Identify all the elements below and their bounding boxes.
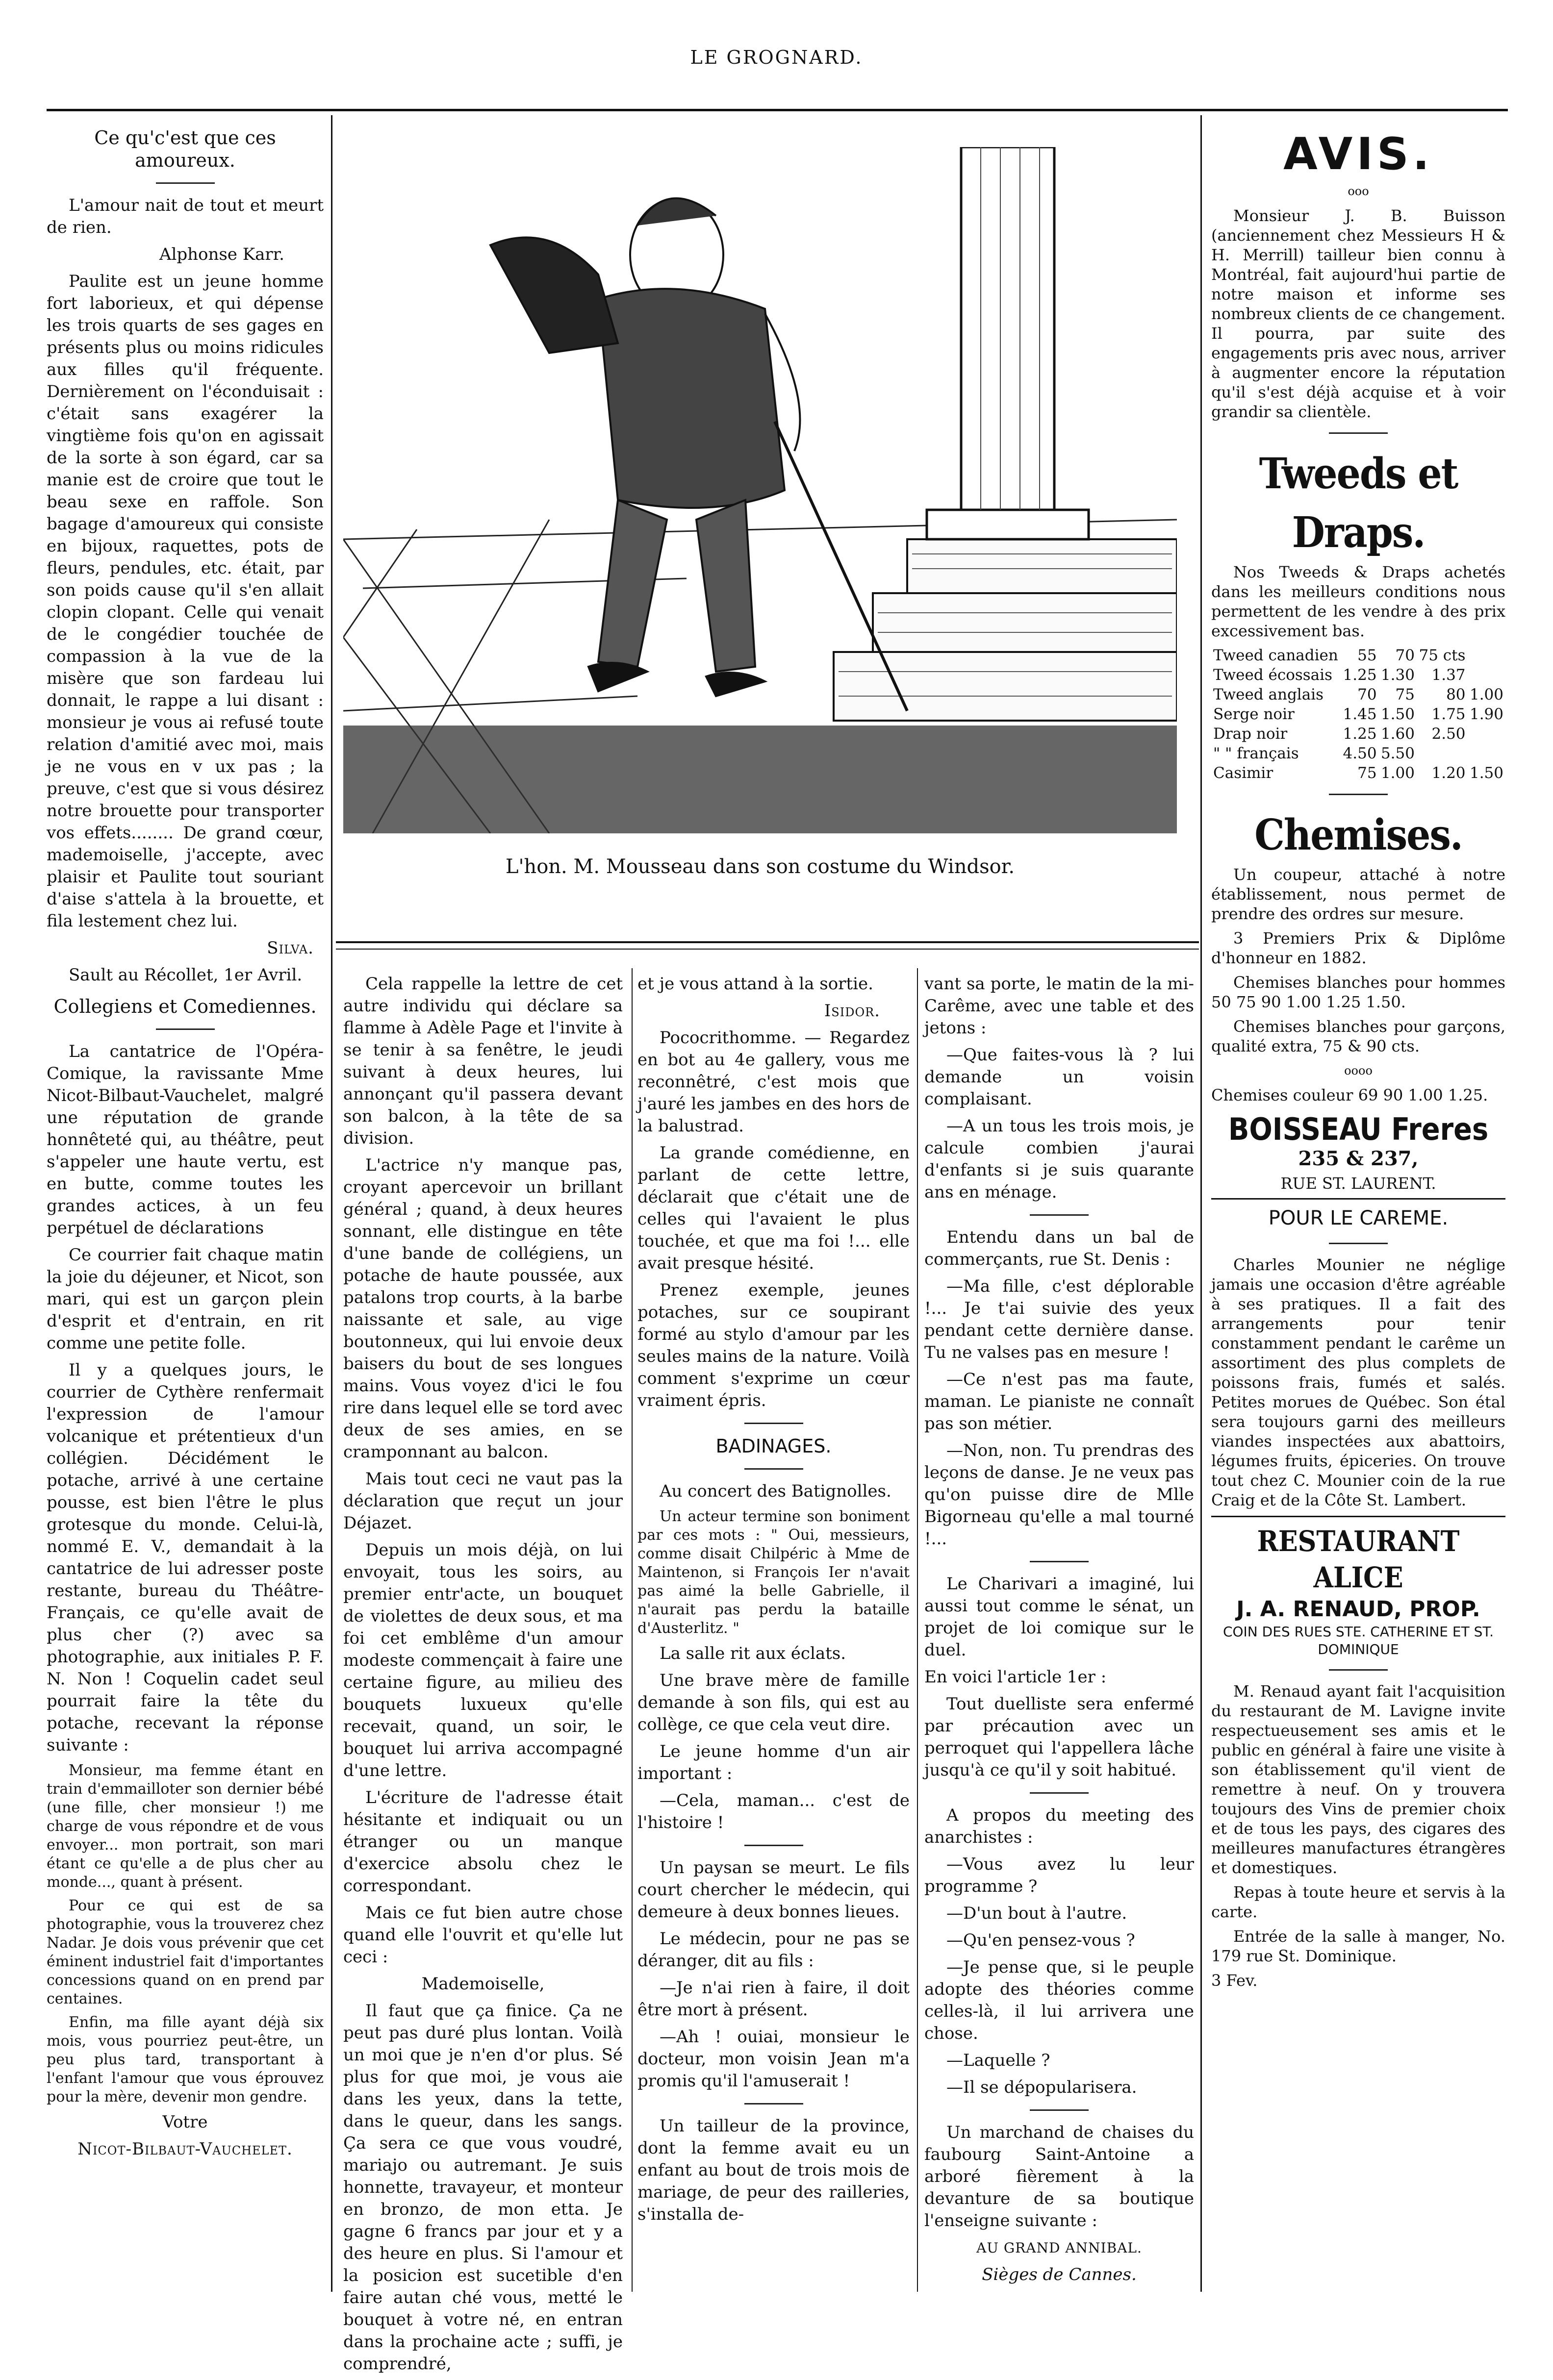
restaurant-date: 3 Fev. bbox=[1211, 1971, 1258, 1990]
price-value: 1.30 bbox=[1380, 666, 1415, 684]
chemises-text: Chemises blanches pour garçons, qualité extra, 75 & 90 cts. bbox=[1211, 1017, 1505, 1055]
paragraph: Prenez exemple, jeunes potaches, sur ce soupirant formé au stylo d'amour par les seules mains de la nature. Voilà comment s'exprime un cœur vraiment épris. bbox=[637, 1280, 910, 1410]
paragraph: —Laquelle ? bbox=[946, 2051, 1050, 2070]
price-item: Serge noir bbox=[1213, 705, 1295, 723]
paragraph: —Qu'en pensez-vous ? bbox=[946, 1930, 1135, 1950]
paragraph: vant sa porte, le matin de la mi-Carême, avec une table et des jetons : bbox=[924, 974, 1194, 1038]
paragraph: —Ma fille, c'est déplorable !... Je t'ai suivie des yeux pendant cette dernière danse. Tu ne valses pas en mesure ! bbox=[924, 1277, 1194, 1362]
price-row bbox=[1211, 685, 1505, 704]
price-value: 1.50 bbox=[1380, 705, 1415, 723]
chemises-text: Chemises couleur 69 90 1.00 1.25. bbox=[1211, 1086, 1488, 1104]
price-item: " " français bbox=[1213, 745, 1299, 762]
chemises-text: Chemises blanches pour hommes 50 75 90 1.00 1.25 1.50. bbox=[1211, 973, 1505, 1011]
signature: Silva. bbox=[267, 938, 314, 958]
paragraph: Ce courrier fait chaque matin la joie du déjeuner, et Nicot, son mari, qui est un garçon plein d'esprit et d'entrain, en rit comme une petite folle. bbox=[47, 1245, 324, 1353]
price-item: Casimir bbox=[1213, 764, 1273, 782]
price-value: 70 bbox=[1357, 686, 1377, 703]
price-value: 55 bbox=[1357, 647, 1377, 664]
paragraph: —Que faites-vous là ? lui demande un voisin complaisant. bbox=[924, 1045, 1194, 1109]
article-title: Ce qu'c'est que ces amoureux. bbox=[94, 127, 276, 171]
separator bbox=[744, 2103, 803, 2104]
paragraph: —D'un bout à l'autre. bbox=[946, 1904, 1127, 1923]
closing-signature: Nicot-Bilbaut-Vauchelet. bbox=[77, 2139, 293, 2159]
illustration-caption: L'hon. M. Mousseau dans son costume du Windsor. bbox=[505, 855, 1015, 878]
paragraph: —Vous avez lu leur programme ? bbox=[924, 1854, 1194, 1896]
paragraph: Mais tout ceci ne vaut pas la déclaration que reçut un jour Déjazet. bbox=[343, 1469, 623, 1533]
price-value: 1.37 bbox=[1431, 666, 1466, 684]
price-value: 1.50 bbox=[1469, 764, 1503, 782]
divider bbox=[1211, 1516, 1505, 1517]
separator bbox=[156, 1028, 215, 1030]
column-rule-3 bbox=[917, 968, 918, 2292]
price-value: 70 bbox=[1395, 647, 1415, 664]
separator bbox=[1329, 794, 1388, 795]
price-value: 2.50 bbox=[1431, 725, 1466, 743]
paragraph: Au concert des Batignolles. bbox=[660, 1481, 891, 1501]
paragraph: Un acteur termine son boniment par ces mots : " Oui, messieurs, comme disait Chilpéric à Mme de Maintenon, si François Ier n'avait pas aimé la belle Gabrielle, il n'aurait pas perdu la bataille d'Austerlitz. " bbox=[637, 1508, 910, 1637]
price-row bbox=[1211, 646, 1505, 665]
price-item: Tweed canadien bbox=[1213, 647, 1338, 664]
restaurant-title: RESTAURANT ALICE bbox=[1257, 1525, 1460, 1594]
epigraph-author: Alphonse Karr. bbox=[159, 245, 284, 264]
avis-separator: ooo bbox=[1348, 184, 1369, 198]
paragraph: Un marchand de chaises du faubourg Saint-Antoine a arboré fièrement à la devanture de sa boutique l'enseigne suivante : bbox=[924, 2123, 1194, 2230]
letter-signature: Isidor. bbox=[824, 1001, 880, 1021]
divider bbox=[1211, 1198, 1505, 1200]
masthead: LE GROGNARD. bbox=[690, 47, 863, 68]
section-heading: BADINAGES. bbox=[715, 1435, 832, 1457]
price-value: 80 bbox=[1446, 686, 1466, 703]
separator bbox=[1329, 1243, 1388, 1244]
separator bbox=[156, 182, 215, 184]
column-rule-ads bbox=[1200, 115, 1202, 2292]
letter-paragraph: Enfin, ma fille ayant déjà six mois, vous pourriez peut-être, un peu plus tard, transportant à l'enfant l'amour que vous éprouvez pour la mère, devenir mon gendre. bbox=[47, 2014, 324, 2105]
cartoon-drawing bbox=[343, 147, 1177, 833]
restaurant-text: M. Renaud ayant fait l'acquisition du restaurant de M. Lavigne invite respectueusement ses amis et le public en général à faire une visite à son établissement qu'il vient de remettre à neuf. On y trouvera toujours des Vins de premier choix et de tous les pays, des cigares des meilleures manufactures étrangères et domestiques. bbox=[1211, 1682, 1505, 1877]
price-value: 1.60 bbox=[1380, 725, 1415, 743]
top-rule bbox=[47, 109, 1508, 111]
boisseau-address: RUE ST. LAURENT. bbox=[1280, 1174, 1436, 1193]
price-value: 75 bbox=[1357, 764, 1377, 782]
illustration-bottom-rule bbox=[336, 941, 1199, 943]
paragraph: —Cela, maman... c'est de l'histoire ! bbox=[637, 1791, 910, 1832]
letter-end: et je vous attand à la sortie. bbox=[637, 974, 873, 994]
column-3 bbox=[637, 973, 910, 2230]
letter-paragraph: Pour ce qui est de sa photographie, vous la trouverez chez Nadar. Je dois vous prévenir que cet éminent industriel fait d'importantes concessions quand on en prend par centaines. bbox=[47, 1897, 324, 2007]
epigraph: L'amour nait de tout et meurt de rien. bbox=[47, 196, 324, 237]
tweeds-text: Nos Tweeds & Draps achetés dans les meilleurs conditions nous permettent de les vendre à des prix excessivement bas. bbox=[1211, 563, 1505, 640]
price-value: 1.90 bbox=[1469, 705, 1503, 723]
paragraph: —Ce n'est pas ma faute, maman. Le pianiste ne connaît pas son métier. bbox=[924, 1370, 1194, 1433]
separator bbox=[744, 1423, 803, 1424]
chemises-text: Un coupeur, attaché à notre établissement, nous permet de prendre des ordres sur mesure. bbox=[1211, 865, 1505, 923]
restaurant-proprietor: J. A. RENAUD, PROP. bbox=[1236, 1597, 1480, 1622]
closing: Votre bbox=[162, 2112, 208, 2132]
price-value: 1.75 bbox=[1431, 705, 1466, 723]
price-value: 1.45 bbox=[1343, 705, 1377, 723]
price-value: 5.50 bbox=[1380, 745, 1415, 762]
paragraph: —Ah ! ouiai, monsieur le docteur, mon voisin Jean m'a promis qu'il l'amuserait ! bbox=[637, 2027, 910, 2091]
paragraph: —Je n'ai rien à faire, il doit être mort à présent. bbox=[637, 1978, 910, 2020]
restaurant-corner: COIN DES RUES STE. CATHERINE ET ST. DOMINIQUE bbox=[1222, 1624, 1494, 1657]
paragraph: Il y a quelques jours, le courrier de Cythère renfermait l'expression de l'amour volcanique et prétentieux d'un collégien. Décidément le potache, arrivé à une certaine pousse, est bien l'être le plus grotesque du monde. Celui-là, nommé E. V., demandait à la cantatrice de lui adresser poste restante, bureau du Théâtre-Français, ce qu'elle avait de plus cher (?) avec sa photographie, aux initiales P. F. N. Non ! Coquelin cadet seul pourrait faire la tête du potache, recevant la réponse suivante : bbox=[47, 1360, 324, 1755]
restaurant-meals: Repas à toute heure et servis à la carte. bbox=[1211, 1883, 1505, 1921]
paragraph: A propos du meeting des anarchistes : bbox=[924, 1805, 1194, 1847]
paragraph: Depuis un mois déjà, on lui envoyait, tous les soirs, au premier entr'acte, un bouquet de violettes de deux sous, et ma foi cet emblême d'un amour modeste commençait à faire une certaine figure, au milieu des bouquets luxueux qu'elle recevait, quand, un soir, le bouquet lui arriva accompagné d'une lettre. bbox=[343, 1540, 623, 1780]
story-text: Paulite est un jeune homme fort laborieux, et qui dépense les trois quarts de ses gages en présents plus ou moins ridicules aux filles qu'il fréquente. Dernièrement on l'éconduisait : c'était sans exagérer la vingtième fois qu'on en agissait de la sorte à son égard, car sa manie est de croire que tout le beau sexe en raffole. Son bagage d'amoureux qui consiste en bijoux, raquettes, pots de fleurs, pendules, etc. était, par son poids cause qu'il s'en allait clopin clopant. Celle qui venait de le congédier touchée de compassion à la vue de la misère que son fardeau lui donnait, le rappe a lui disant : monsieur je vous ai refusé toute relation d'amitié avec moi, mais je ne vous en v ux pas ; la preuve, c'est que si vous désirez notre brouette pour transporter vos effets........ De grand cœur, mademoiselle, j'accepte, avec plaisir et Paulite tout souriant d'aise s'attela à la brouette, et fila lestement chez lui. bbox=[47, 272, 324, 931]
letter-text: Il faut que ça finice. Ça ne peut pas duré plus lontan. Voilà un moi que je n'en d'or plus. Sé plus for que moi, je vous aie dans les yeux, dans la tette, dans le queur, dans les sangs. Ça sera ce que vous voudré, mariajo ou autremant. Je suis honnette, travayeur, et monteur en bronzo, de mon etta. Je gagne 6 francs par jour et y a des heure en plus. Si l'amour et la posicion est sucetible d'en faire autan ché vous, metté le bouquet à votre né, en entran dans la prochaine acte ; suffi, je comprendré, bbox=[343, 2001, 623, 2374]
letter-paragraph: Monsieur, ma femme étant en train d'emmailloter son dernier bébé (une fille, cher monsieur !) me charge de vous répondre et de vous envoyer... mon portrait, son mari étant ce qu'elle a de plus cher au monde..., quant à présent. bbox=[47, 1762, 324, 1891]
price-item: Tweed anglais bbox=[1213, 686, 1324, 703]
avis-text: Monsieur J. B. Buisson (anciennement chez Messieurs H & H. Merrill) tailleur bien connu à Montréal, fait aujourd'hui partie de notre maison et informe ses nombreux clients de ce changement. Il pourra, par suite des engagements pris avec nous, arriver à augmenter encore la réputation qu'il s'est déjà acquise et à voir grandir sa clientèle. bbox=[1211, 206, 1505, 421]
chemises-separator: oooo bbox=[1344, 1064, 1373, 1077]
price-row bbox=[1211, 744, 1505, 763]
paragraph: Entendu dans un bal de commerçants, rue St. Denis : bbox=[924, 1228, 1194, 1269]
paragraph: La cantatrice de l'Opéra-Comique, la ravissante Mme Nicot-Bilbaut-Vauchelet, malgré une réputation de grande honnêteté qui, au théâtre, peut s'appeler une haute vertu, est en butte, comme toutes les grandes actices, à un feu perpétuel de déclarations bbox=[47, 1042, 324, 1238]
paragraph: En voici l'article 1er : bbox=[924, 1667, 1107, 1687]
price-value: 1.25 bbox=[1343, 725, 1377, 743]
price-row bbox=[1211, 704, 1505, 724]
illustration bbox=[343, 147, 1177, 833]
article-title-2: Collegiens et Comediennes. bbox=[53, 996, 317, 1017]
paragraph: —Il se dépopularisera. bbox=[946, 2078, 1137, 2097]
paragraph: Un paysan se meurt. Le fils court chercher le médecin, qui demeure à deux bonnes lieues. bbox=[637, 1858, 910, 1922]
paragraph: La grande comédienne, en parlant de cette lettre, déclarait que c'était une de celles qui l'avaient le plus touchée, et que ma foi !... elle avait presque hésité. bbox=[637, 1143, 910, 1273]
price-value: 1.00 bbox=[1380, 764, 1415, 782]
column-2 bbox=[343, 973, 623, 2380]
paragraph: Une brave mère de famille demande à son fils, qui est au collège, ce que cela veut dire. bbox=[637, 1671, 910, 1734]
price-row bbox=[1211, 665, 1505, 685]
boisseau-number: 235 & 237, bbox=[1298, 1147, 1419, 1170]
avis-title: AVIS. bbox=[1283, 128, 1433, 180]
chemises-text: 3 Premiers Prix & Diplôme d'honneur en 1882. bbox=[1211, 929, 1505, 967]
paragraph: Le médecin, pour ne pas se déranger, dit au fils : bbox=[637, 1929, 910, 1971]
paragraph: L'actrice n'y manque pas, croyant apercevoir un brillant général ; quand, à deux heures sonnant, elle distingue en tête d'une bande de collégiens, un potache de haute poussée, aux patalons trop courts, à la barbe naissante et sale, au vige boutonneux, qui lui envoie deux baisers du bout de ses longues mains. Vous voyez d'ici le fou rire dans lequel elle se tord avec deux de ses amies, en se cramponnant au balcon. bbox=[343, 1155, 623, 1462]
price-item: Tweed écossais bbox=[1213, 666, 1332, 684]
paragraph: Tout duelliste sera enfermé par précaution avec un perroquet qui l'appellera lâche jusqu'à ce qu'il y soit habitué. bbox=[924, 1694, 1194, 1780]
paragraph: Mais ce fut bien autre chose quand elle l'ouvrit et qu'elle lut ceci : bbox=[343, 1903, 623, 1967]
paragraph: Le jeune homme d'un air important : bbox=[637, 1742, 910, 1783]
price-value: 1.20 bbox=[1431, 764, 1466, 782]
paragraph: —Non, non. Tu prendras des leçons de danse. Je ne veux pas qu'on puisse dire de Mlle Bigorneau qu'elle a mal tourné !... bbox=[924, 1441, 1194, 1549]
careme-title: POUR LE CAREME. bbox=[1268, 1207, 1449, 1229]
price-value: 1.00 bbox=[1469, 686, 1503, 703]
separator bbox=[1030, 1214, 1089, 1216]
tweeds-title: Tweeds et Draps. bbox=[1259, 449, 1458, 557]
ads-column bbox=[1211, 118, 1505, 1995]
price-item: Drap noir bbox=[1213, 725, 1288, 743]
separator bbox=[1030, 1561, 1089, 1562]
price-table bbox=[1211, 646, 1505, 783]
paragraph: —Je pense que, si le peuple adopte des théories comme celles-là, il lui arrivera une chose. bbox=[924, 1957, 1194, 2043]
separator bbox=[1030, 2109, 1089, 2111]
shop-sign-subtitle: Sièges de Cannes. bbox=[982, 2265, 1137, 2284]
price-row bbox=[1211, 763, 1505, 783]
column-rule-2 bbox=[632, 968, 633, 2292]
price-value: 1.25 bbox=[1343, 666, 1377, 684]
boisseau-title: BOISSEAU Freres bbox=[1228, 1111, 1489, 1147]
paragraph: La salle rit aux éclats. bbox=[660, 1644, 846, 1663]
separator bbox=[744, 1468, 803, 1470]
price-value: 75 cts bbox=[1419, 647, 1466, 664]
price-row bbox=[1211, 724, 1505, 744]
shop-sign: AU GRAND ANNIBAL. bbox=[976, 2240, 1142, 2256]
column-4 bbox=[924, 973, 1194, 2291]
restaurant-address: Entrée de la salle à manger, No. 179 rue St. Dominique. bbox=[1211, 1927, 1505, 1965]
illustration-bottom-rule-2 bbox=[336, 949, 1199, 950]
paragraph: L'écriture de l'adresse était hésitante et indiquait ou un étranger ou un manque d'exercice absolu chez le correspondant. bbox=[343, 1788, 623, 1896]
separator bbox=[1329, 1669, 1388, 1671]
place-date: Sault au Récollet, 1er Avril. bbox=[69, 965, 303, 985]
price-value: 4.50 bbox=[1343, 745, 1377, 762]
paragraph: Un tailleur de la province, dont la femme avait eu un enfant au bout de trois mois de mariage, de peur des railleries, s'installa de- bbox=[637, 2116, 910, 2224]
paragraph: Le Charivari a imaginé, lui aussi tout comme le sénat, un projet de loi comique sur le duel. bbox=[924, 1574, 1194, 1660]
paragraph: —A un tous les trois mois, je calcule combien j'aurai d'enfants si je suis quarante ans en ménage. bbox=[924, 1116, 1194, 1202]
separator bbox=[1030, 1792, 1089, 1794]
paragraph: Pococrithomme. — Regardez en bot au 4e gallery, vous me reconnêtré, c'est mois que j'auré les jambes en des hors de la balustrad. bbox=[637, 1028, 910, 1136]
column-rule-1 bbox=[331, 115, 332, 2292]
chemises-title: Chemises. bbox=[1254, 810, 1462, 860]
price-value: 75 bbox=[1395, 686, 1415, 703]
paragraph: Cela rappelle la lettre de cet autre individu qui déclare sa flamme à Adèle Page et l'invite à se tenir à sa fenêtre, le jeudi suivant à deux heures, lui annonçant qu'il passera devant son balcon, à la tête de sa division. bbox=[343, 974, 623, 1148]
careme-text: Charles Mounier ne néglige jamais une occasion d'être agréable à ses pratiques. Il a fait des arrangements pour tenir constamment pendant le carême un assortiment des plus complets de poissons frais, fumés et salés. Petites morues de Québec. Son étal sera toujours garni des meilleurs viandes inspectées aux abattoirs, légumes fruits, épiceries. On trouve tout chez C. Mounier coin de la rue Craig et de la Côte St. Lambert. bbox=[1211, 1255, 1505, 1509]
salutation: Mademoiselle, bbox=[421, 1974, 545, 1994]
separator bbox=[744, 1845, 803, 1846]
column-1 bbox=[47, 118, 324, 2165]
separator bbox=[1329, 432, 1388, 434]
